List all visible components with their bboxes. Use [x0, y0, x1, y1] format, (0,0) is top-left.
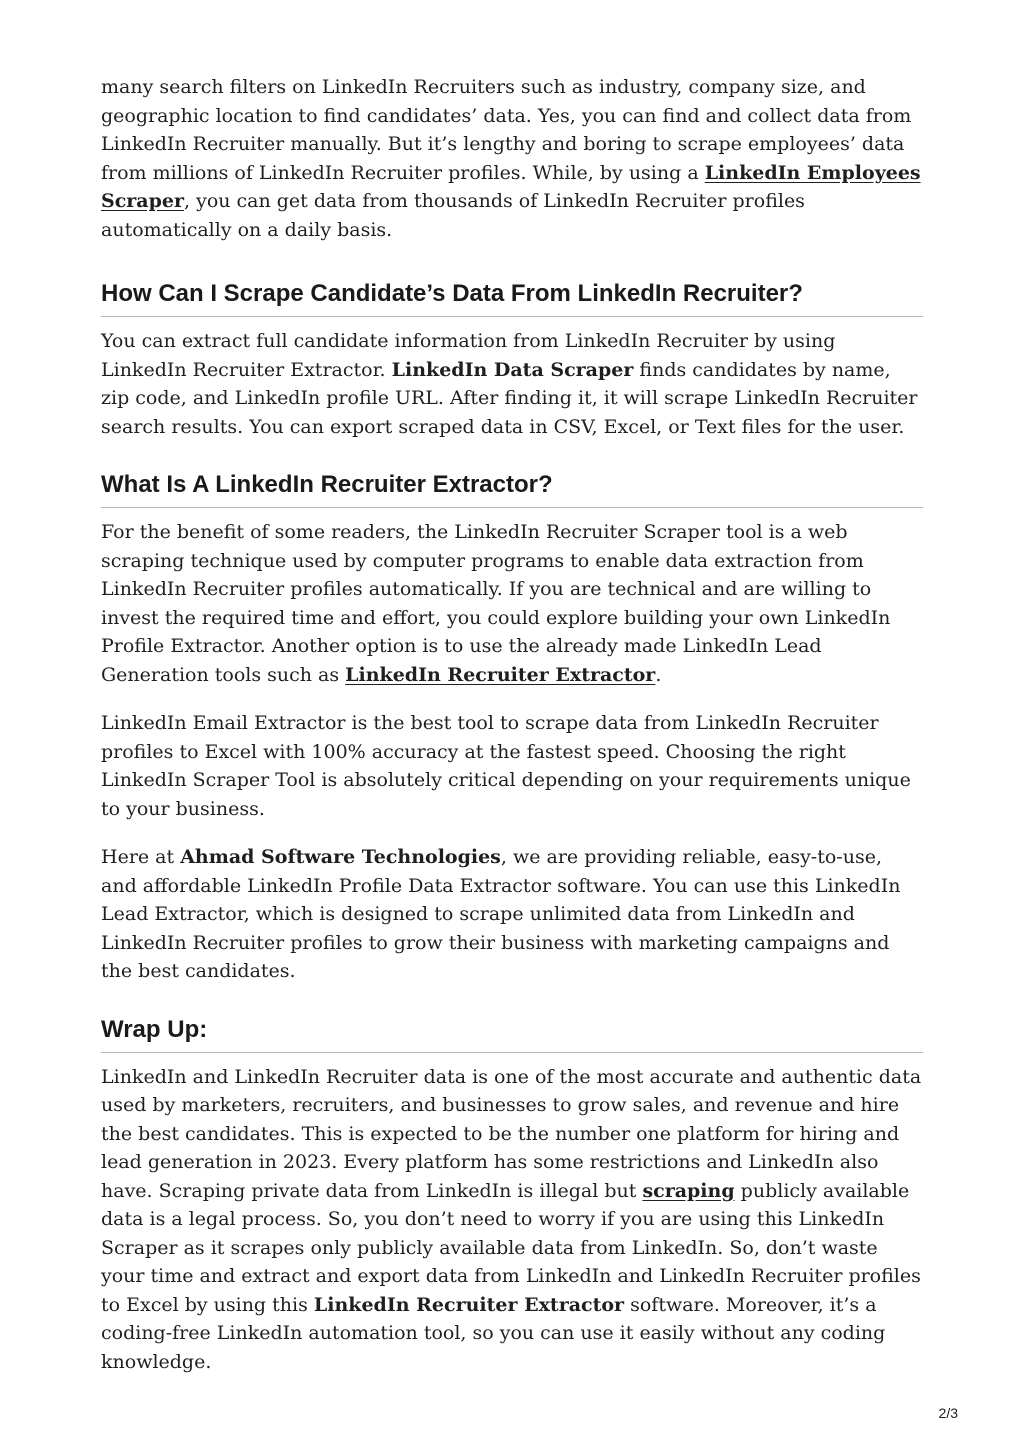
ahmad-software-bold: Ahmad Software Technologies [180, 846, 501, 868]
ast-text-start: Here at [101, 846, 181, 868]
wrap-text-start: LinkedIn and LinkedIn Recruiter data is one of the most accurate and authentic data used by marketers, recruiters, and businesses to grow sales, and revenue and hire the best candidates. This is expected to be the number one platform for hiring and lead generation in 2023. Every platform has some restrictions and LinkedIn also have. Scraping private data from LinkedIn is illegal but [101, 1065, 922, 1202]
extractor-text-start: For the benefit of some readers, the LinkedIn Recruiter Scraper tool is a web scraping technique used by computer programs to enable data extraction from LinkedIn Recruiter profiles automatically. If you are technical and are willing to invest the required time and effort, you could explore building your own LinkedIn Profile Extractor. Another option is to use the already made LinkedIn Lead Generation tools such as [101, 521, 891, 686]
page-number: 2/3 [938, 1405, 958, 1421]
scrape-text-end: finds candidates by name, zip code, and LinkedIn profile URL. After finding it, it will scrape LinkedIn Recruiter search results. You can export scraped data in CSV, Excel, or Text files for the user. [101, 358, 918, 438]
scraping-link[interactable]: scraping [642, 1179, 735, 1202]
extractor-paragraph-2: LinkedIn Email Extractor is the best tool to scrape data from LinkedIn Recruiter profiles to Excel with 100% accuracy at the fastest speed. Choosing the right LinkedIn Scraper Tool is absolutely critical depending on your requirements unique to your business. [101, 712, 911, 820]
scrape-paragraph [101, 327, 923, 441]
heading-scrape-candidates: How Can I Scrape Candidate’s Data From LinkedIn Recruiter? [101, 279, 923, 317]
extractor-paragraph-1 [101, 518, 923, 689]
heading-recruiter-extractor: What Is A LinkedIn Recruiter Extractor? [101, 470, 923, 508]
intro-paragraph [101, 73, 923, 244]
wrap-text-middle: publicly available data is a legal process. So, you don’t need to worry if you are using this LinkedIn Scraper as it scrapes only publicly available data from LinkedIn. So, don’t waste your time and extract and export data from LinkedIn and LinkedIn Recruiter profiles to Excel by using this [101, 1179, 921, 1316]
linkedin-employees-scraper-link[interactable]: LinkedIn Employees Scraper [101, 161, 921, 212]
wrap-text-end: software. Moreover, it’s a coding-free LinkedIn automation tool, so you can use it easily without any coding knowledge. [101, 1293, 886, 1373]
wrap-paragraph [101, 1063, 923, 1377]
linkedin-recruiter-extractor-link[interactable]: LinkedIn Recruiter Extractor [345, 663, 656, 686]
document-body [101, 73, 923, 1396]
extractor-text-end: . [655, 663, 662, 686]
intro-text-start: many search filters on LinkedIn Recruiters such as industry, company size, and geographic location to find candidates’ data. Yes, you can find and collect data from LinkedIn Recruiter manually. But it’s lengthy and boring to scrape employees’ data from millions of LinkedIn Recruiter profiles. While, by using a [101, 76, 912, 184]
heading-wrap-up: Wrap Up: [101, 1015, 923, 1053]
linkedin-recruiter-extractor-bold: LinkedIn Recruiter Extractor [313, 1293, 625, 1316]
extractor-paragraph-3 [101, 843, 923, 986]
scrape-text-start: You can extract full candidate information from LinkedIn Recruiter by using LinkedIn Recruiter Extractor. [101, 330, 836, 381]
ast-text-end: , we are providing reliable, easy-to-use, and affordable LinkedIn Profile Data Extractor software. You can use this LinkedIn Lead Extractor, which is designed to scrape unlimited data from LinkedIn and LinkedIn Recruiter profiles to grow their business with marketing campaigns and the best candidates. [101, 846, 901, 982]
linkedin-data-scraper-bold: LinkedIn Data Scraper [391, 358, 634, 381]
intro-text-end: , you can get data from thousands of LinkedIn Recruiter profiles automatically on a daily basis. [101, 190, 805, 241]
